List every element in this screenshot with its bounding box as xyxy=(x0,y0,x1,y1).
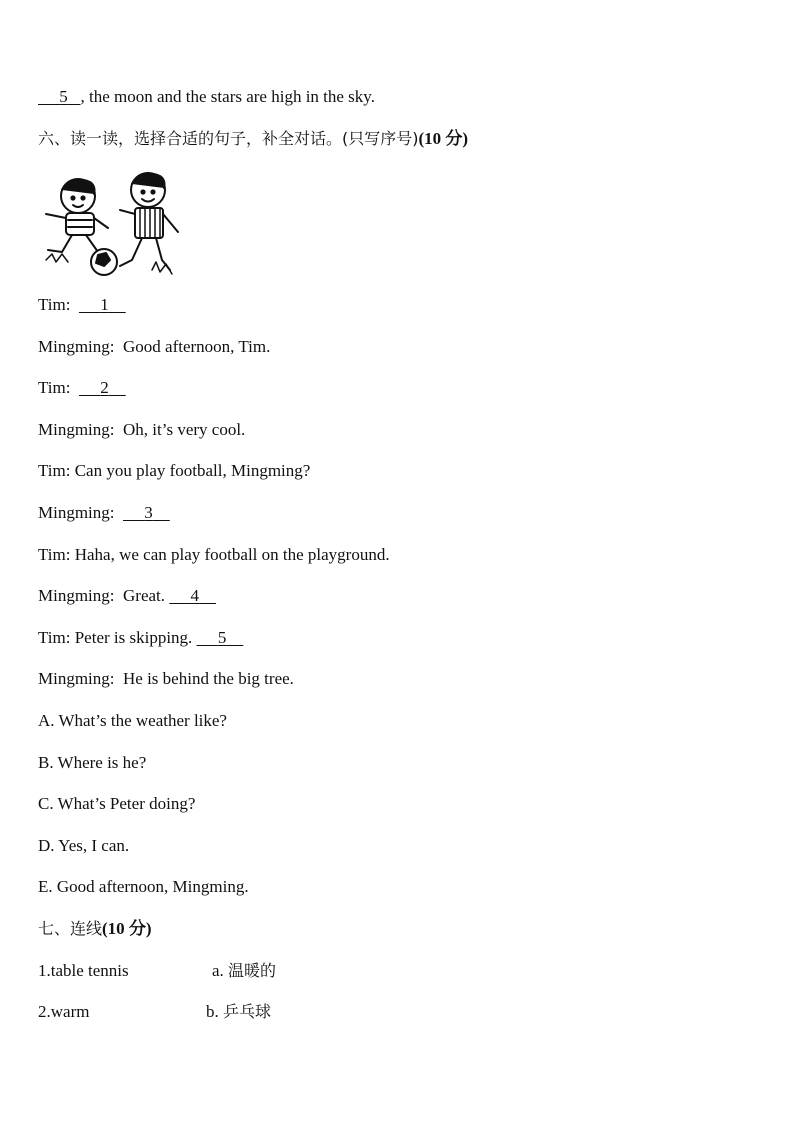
dialogue-text: Oh, it’s very cool. xyxy=(123,420,246,439)
dialogue-line-2 xyxy=(38,336,270,358)
speaker-name: Mingming: xyxy=(38,503,115,522)
answer-blank: 2 xyxy=(100,378,109,397)
dialogue-text: He is behind the big tree. xyxy=(123,669,294,688)
answer-blank: 5 xyxy=(217,628,227,647)
matching-row-1 xyxy=(38,960,129,982)
option-a: A. What’s the weather like? xyxy=(38,711,227,730)
speaker-name: Mingming: xyxy=(38,669,115,688)
section-7-heading xyxy=(38,918,152,940)
section-score: (10 分) xyxy=(418,129,469,148)
answer-blank: 1 xyxy=(100,295,109,314)
matching-chinese: 温暖的 xyxy=(228,961,277,980)
option-c: C. What’s Peter doing? xyxy=(38,794,196,813)
option-d: D. Yes, I can. xyxy=(38,836,130,855)
speaker-name: Mingming: xyxy=(38,420,115,439)
option-e: E. Good afternoon, Mingming. xyxy=(38,877,249,896)
dialogue-line-8 xyxy=(38,585,216,607)
speaker-name: Tim: xyxy=(38,461,71,480)
sentence-text: , the moon and the stars are high in the sky. xyxy=(80,87,375,106)
dialogue-line-9 xyxy=(38,627,243,649)
section-title: 六、读一读，选择合适的句子，补全对话。(只写序号) xyxy=(38,129,419,148)
dialogue-text: Great. xyxy=(123,586,166,605)
speaker-name: Tim: xyxy=(38,295,71,314)
dialogue-line-10 xyxy=(38,668,294,690)
matching-right-item-2 xyxy=(206,1001,271,1023)
dialogue-text: Good afternoon, Tim. xyxy=(123,337,271,356)
matching-row-2 xyxy=(38,1001,89,1023)
answer-blank: 5 xyxy=(59,87,68,106)
matching-letter: b. xyxy=(206,1002,219,1021)
dialogue-line-7 xyxy=(38,544,390,566)
speaker-name: Tim: xyxy=(38,628,71,647)
option-b: B. Where is he? xyxy=(38,753,147,772)
speaker-name: Mingming: xyxy=(38,337,115,356)
dialogue-text: Can you play football, Mingming? xyxy=(74,461,311,480)
section-6-heading xyxy=(38,128,468,150)
dialogue-line-1 xyxy=(38,294,126,316)
boys-playing-football-illustration xyxy=(40,170,192,278)
dialogue-line-3 xyxy=(38,377,126,399)
section-title: 七、连线 xyxy=(38,919,103,938)
speaker-name: Tim: xyxy=(38,545,71,564)
dialogue-text: Haha, we can play football on the playground. xyxy=(74,545,390,564)
dialogue-line-4 xyxy=(38,419,245,441)
section-score: (10 分) xyxy=(102,919,152,938)
speaker-name: Tim: xyxy=(38,378,71,397)
dialogue-text: Peter is skipping. xyxy=(74,628,193,647)
matching-letter: a. xyxy=(212,961,224,980)
dialogue-line-5 xyxy=(38,460,310,482)
answer-blank: 3 xyxy=(144,503,153,522)
matching-left-item: 1.table tennis xyxy=(38,961,129,980)
matching-left-item: 2.warm xyxy=(38,1002,90,1021)
previous-question-line xyxy=(38,86,375,108)
matching-chinese: 乒乓球 xyxy=(223,1002,272,1021)
speaker-name: Mingming: xyxy=(38,586,115,605)
answer-blank: 4 xyxy=(190,586,200,605)
dialogue-line-6 xyxy=(38,502,170,524)
matching-right-item-1 xyxy=(212,960,276,982)
